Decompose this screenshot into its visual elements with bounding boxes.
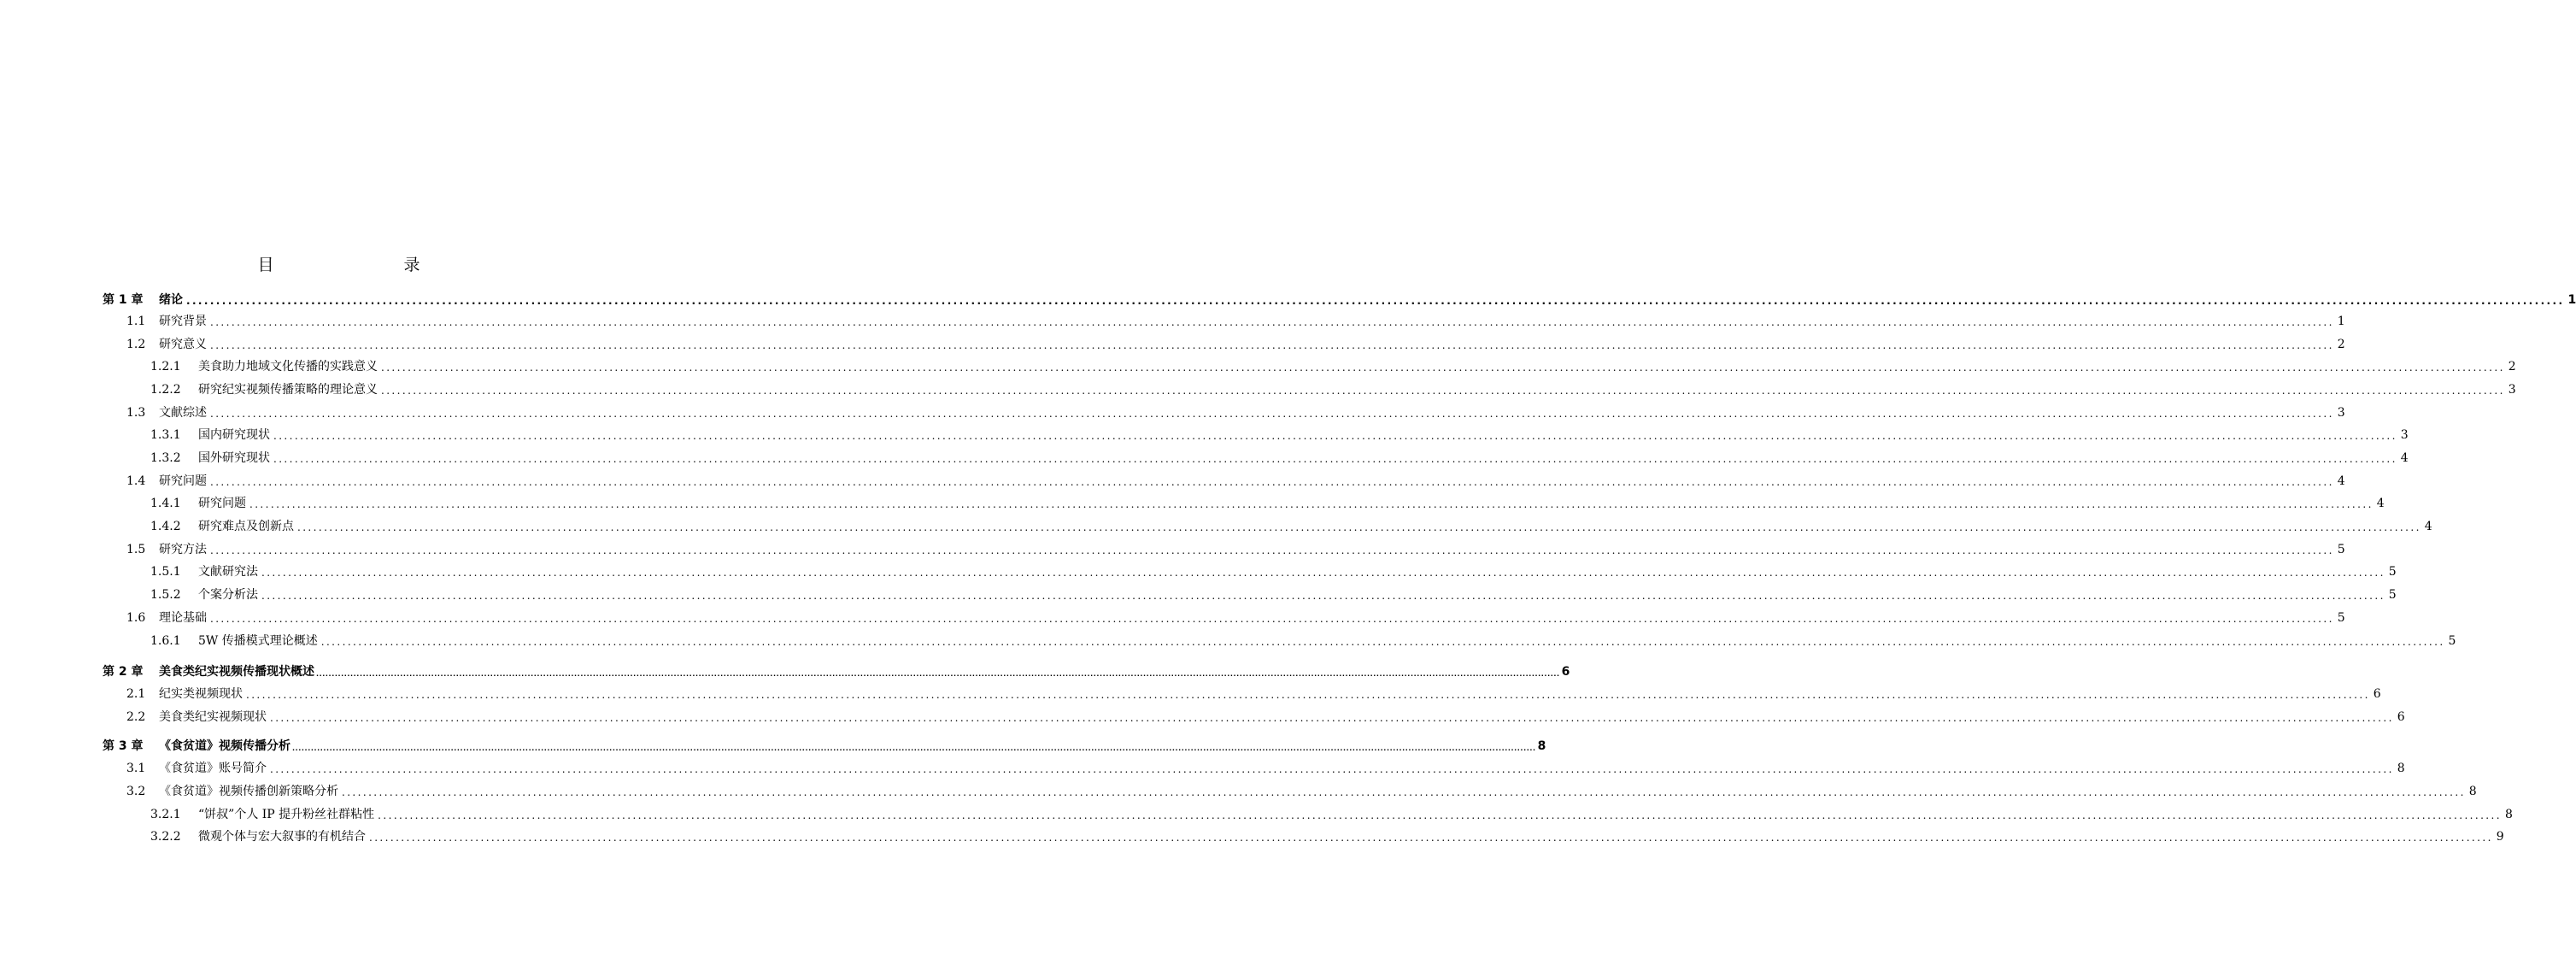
toc-entry-page: 1 [2337, 315, 2345, 328]
toc-entry[interactable] [126, 685, 2381, 702]
toc-entry-page: 8 [2504, 808, 2513, 821]
toc-entry[interactable] [150, 494, 2385, 511]
toc-entry-number: 1.6.1 [150, 634, 181, 648]
toc-leader-dots: ................................................................................................................................................................................................................................................................................................................................................................................................................ [297, 521, 2421, 533]
toc-entry-number: 1.2.2 [150, 383, 181, 397]
toc-entry-number: 1.1 [126, 315, 146, 328]
toc-entry-page: 6 [1561, 665, 1570, 679]
toc-entry-number: 1.5 [126, 543, 146, 556]
toc-entry-number: 3.2.2 [150, 830, 181, 844]
toc-entry[interactable] [150, 449, 2409, 466]
toc-entry-number: 1.4.1 [150, 497, 181, 510]
toc-entry-title: 研究难点及创新点 [198, 520, 294, 533]
toc-entry-title: 研究意义 [159, 338, 207, 351]
toc-entry-number: 1.4.2 [150, 520, 181, 533]
toc-leader-dots: ................................................................................................................................................................................................................................................................................................................................................................................................................ [292, 744, 1536, 752]
toc-entry-title: 文献综述 [159, 406, 207, 420]
toc-entry-number: 2.1 [126, 687, 146, 701]
toc-entry-number: 1.5.2 [150, 588, 181, 602]
toc-entry-title: 文献研究法 [198, 565, 258, 579]
toc-leader-dots: ................................................................................................................................................................................................................................................................................................................................................................................................................ [381, 385, 2505, 397]
toc-entry[interactable] [150, 585, 2397, 603]
toc-entry-number: 2.2 [126, 710, 146, 724]
toc-entry[interactable] [126, 609, 2345, 626]
toc-entry[interactable] [126, 472, 2345, 489]
toc-leader-dots: ................................................................................................................................................................................................................................................................................................................................................................................................................ [210, 613, 2334, 625]
toc-entry-page: 1 [2567, 293, 2576, 307]
toc-leader-dots: ................................................................................................................................................................................................................................................................................................................................................................................................................ [342, 786, 2466, 798]
toc-entry-title: 国内研究现状 [198, 428, 270, 442]
toc-leader-dots: ................................................................................................................................................................................................................................................................................................................................................................................................................ [270, 712, 2394, 724]
toc-leader-dots: ................................................................................................................................................................................................................................................................................................................................................................................................................ [186, 295, 2565, 307]
toc-entry-page: 2 [2337, 338, 2345, 351]
toc-entry-title: 美食类纪实视频传播现状概述 [159, 665, 314, 679]
toc-leader-dots: ................................................................................................................................................................................................................................................................................................................................................................................................................ [381, 362, 2505, 374]
toc-entry-page: 4 [2337, 474, 2345, 488]
toc-entry-number: 1.5.1 [150, 565, 181, 579]
toc-entry[interactable] [150, 805, 2513, 822]
toc-entry-page: 8 [2397, 762, 2405, 775]
toc-leader-dots: ................................................................................................................................................................................................................................................................................................................................................................................................................ [270, 763, 2394, 775]
toc-leader-dots: ................................................................................................................................................................................................................................................................................................................................................................................................................ [273, 453, 2397, 465]
toc-entry[interactable] [126, 403, 2345, 421]
toc-entry-page: 2 [2508, 360, 2516, 374]
toc-chapter-entry[interactable] [103, 291, 2576, 308]
toc-entry-number: 1.3.1 [150, 428, 181, 442]
toc-entry-title: 研究背景 [159, 315, 207, 328]
toc-entry-title: 绪论 [159, 293, 183, 307]
toc-entry-number: 1.4 [126, 474, 146, 488]
toc-leader-dots: ................................................................................................................................................................................................................................................................................................................................................................................................................ [210, 316, 2334, 328]
toc-entry-number: 3.1 [126, 762, 146, 775]
toc-entry-page: 3 [2337, 406, 2345, 420]
toc-entry[interactable] [126, 782, 2477, 799]
toc-entry[interactable] [126, 759, 2405, 776]
toc-entry-title: 《食贫道》账号简介 [159, 762, 267, 775]
toc-entry-page: 5 [2388, 588, 2397, 602]
toc-entry-number: 1.3 [126, 406, 146, 420]
toc-entry-page: 9 [2496, 830, 2504, 844]
toc-entry-page: 5 [2337, 543, 2345, 556]
toc-entry[interactable] [126, 708, 2405, 725]
toc-entry-title: 《食贫道》视频传播创新策略分析 [159, 785, 338, 798]
toc-entry-page: 5 [2337, 611, 2345, 625]
toc-entry-title: 《食贫道》视频传播分析 [159, 739, 290, 753]
toc-entry-title: “饼叔”个人 IP 提升粉丝社群粘性 [198, 808, 375, 821]
toc-entry-page: 5 [2388, 565, 2397, 579]
toc-entry-page: 4 [2400, 451, 2409, 465]
toc-entry-number: 1.3.2 [150, 451, 181, 465]
toc-entry[interactable] [150, 562, 2397, 580]
toc-entry-title: 美食助力地域文化传播的实践意义 [198, 360, 378, 374]
toc-entry-page: 3 [2508, 383, 2516, 397]
toc-entry-page: 6 [2397, 710, 2405, 724]
toc-leader-dots: ................................................................................................................................................................................................................................................................................................................................................................................................................ [210, 544, 2334, 556]
toc-entry-page: 8 [2468, 785, 2477, 798]
toc-entry-number: 第 1 章 [103, 293, 144, 307]
toc-chapter-entry[interactable] [103, 662, 1570, 680]
toc-entry-number: 第 2 章 [103, 665, 144, 679]
toc-entry[interactable] [126, 335, 2345, 352]
toc-entry-title: 研究问题 [198, 497, 246, 510]
toc-entry-title: 研究纪实视频传播策略的理论意义 [198, 383, 378, 397]
toc-entry-number: 1.2 [126, 338, 146, 351]
toc-entry-title: 5W 传播模式理论概述 [198, 634, 318, 648]
toc-leader-dots: ................................................................................................................................................................................................................................................................................................................................................................................................................ [210, 408, 2334, 420]
toc-entry-number: 3.2 [126, 785, 146, 798]
toc-entry-page: 5 [2448, 634, 2456, 648]
toc-entry-title: 个案分析法 [198, 588, 258, 602]
toc-entry-page: 6 [2373, 687, 2381, 701]
toc-leader-dots: ................................................................................................................................................................................................................................................................................................................................................................................................................ [273, 430, 2397, 442]
toc-leader-dots: ................................................................................................................................................................................................................................................................................................................................................................................................................ [210, 339, 2334, 351]
toc-leader-dots: ................................................................................................................................................................................................................................................................................................................................................................................................................ [320, 636, 2445, 648]
toc-leader-dots: ................................................................................................................................................................................................................................................................................................................................................................................................................ [378, 809, 2502, 821]
toc-entry-number: 3.2.1 [150, 808, 181, 821]
toc-entry[interactable] [150, 517, 2432, 534]
toc-leader-dots: ................................................................................................................................................................................................................................................................................................................................................................................................................ [249, 498, 2374, 510]
toc-entry-title: 微观个体与宏大叙事的有机结合 [198, 830, 366, 844]
toc-leader-dots: ................................................................................................................................................................................................................................................................................................................................................................................................................ [369, 832, 2493, 844]
toc-chapter-entry[interactable] [103, 737, 1546, 754]
toc-entry-number: 1.2.1 [150, 360, 181, 374]
toc-leader-dots: ................................................................................................................................................................................................................................................................................................................................................................................................................ [261, 590, 2385, 602]
toc-title: 目 录 [257, 256, 453, 274]
toc-entry-number: 1.6 [126, 611, 146, 625]
toc-entry-title: 研究问题 [159, 474, 207, 488]
toc-leader-dots: ................................................................................................................................................................................................................................................................................................................................................................................................................ [316, 670, 1560, 678]
toc-leader-dots: ................................................................................................................................................................................................................................................................................................................................................................................................................ [261, 567, 2385, 579]
toc-entry-page: 4 [2424, 520, 2432, 533]
toc-entry-title: 国外研究现状 [198, 451, 270, 465]
toc-entry-title: 纪实类视频现状 [159, 687, 243, 701]
toc-entry[interactable] [150, 632, 2456, 649]
toc-entry-page: 8 [1537, 739, 1546, 753]
toc-entry-title: 研究方法 [159, 543, 207, 556]
toc-entry-title: 理论基础 [159, 611, 207, 625]
toc-entry[interactable] [126, 312, 2345, 329]
toc-entry-page: 4 [2376, 497, 2385, 510]
toc-leader-dots: ................................................................................................................................................................................................................................................................................................................................................................................................................ [246, 689, 2370, 701]
toc-leader-dots: ................................................................................................................................................................................................................................................................................................................................................................................................................ [210, 476, 2334, 488]
toc-entry[interactable] [150, 357, 2516, 374]
toc-entry-page: 3 [2400, 428, 2409, 442]
toc-entry[interactable] [126, 540, 2345, 557]
toc-entry[interactable] [150, 426, 2409, 443]
toc-entry[interactable] [150, 380, 2516, 397]
toc-entry[interactable] [150, 827, 2504, 844]
toc-entry-number: 第 3 章 [103, 739, 144, 753]
toc-entry-title: 美食类纪实视频现状 [159, 710, 267, 724]
